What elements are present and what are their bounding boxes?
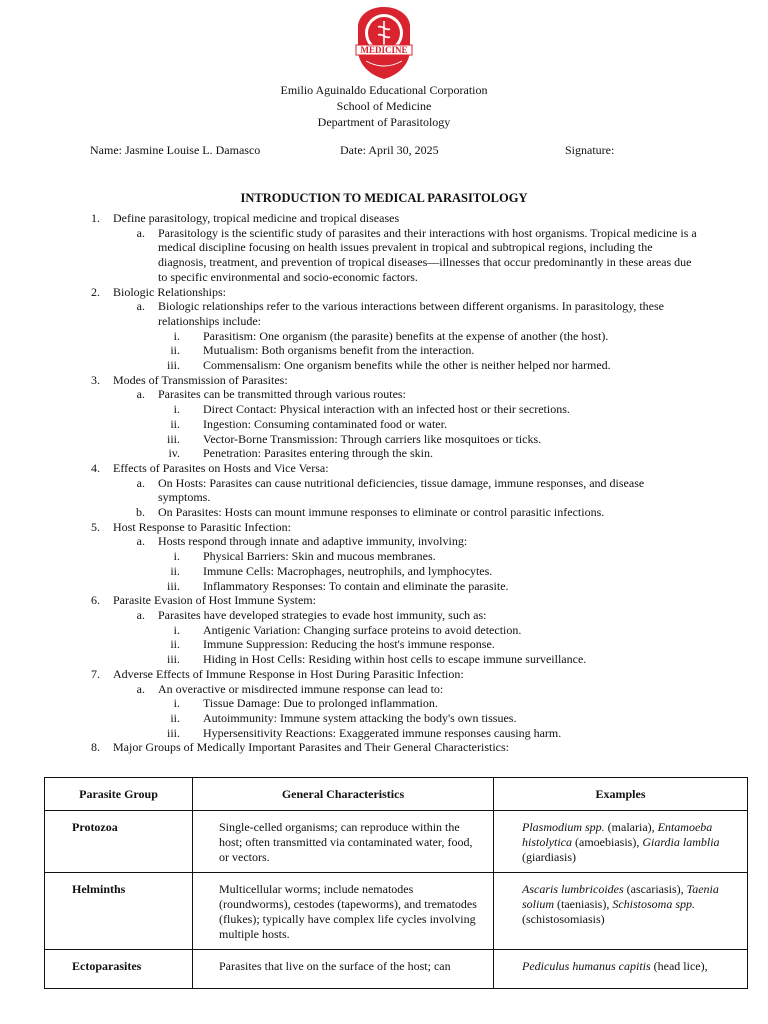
- document-title: INTRODUCTION TO MEDICAL PARASITOLOGY: [240, 191, 528, 205]
- outline-item-number: a.: [136, 475, 145, 490]
- table-row: [45, 873, 748, 950]
- outline-item-number: i.: [173, 328, 180, 343]
- outline-item: [0, 461, 768, 476]
- outline-item-text: Biologic relationships refer to the various interactions between different organisms. In parasitology, these relationships include:: [158, 299, 664, 328]
- outline-item-number: ii.: [170, 416, 180, 431]
- table-row: [45, 811, 748, 873]
- outline-item-number: a.: [136, 387, 145, 402]
- outline-item: [0, 329, 768, 344]
- species-name: Schistosoma spp.: [612, 897, 695, 911]
- cell-examples: [494, 811, 748, 873]
- outline-item-text: Commensalism: One organism benefits while the other is neither helped nor harmed.: [203, 358, 611, 373]
- outline-item-number: iii.: [166, 358, 180, 373]
- outline-item-number: b.: [136, 505, 145, 520]
- header-line-3: Department of Parasitology: [317, 115, 451, 129]
- student-name: Name: Jasmine Louise L. Damasco: [90, 143, 261, 157]
- cell-parasite-group: Protozoa: [45, 811, 193, 873]
- outline-item: [0, 373, 768, 388]
- outline-item-text: Adverse Effects of Immune Response in Host During Parasitic Infection:: [113, 666, 464, 681]
- outline-item: [0, 299, 768, 328]
- outline-item-text: Ingestion: Consuming contaminated food or water.: [203, 416, 447, 431]
- example-text: (head lice),: [650, 959, 708, 973]
- outline-item-text: On Hosts: Parasites can cause nutritional deficiencies, tissue damage, immune responses, and disease symptoms.: [158, 475, 645, 505]
- outline-item-text: Tissue Damage: Due to prolonged inflammation.: [203, 696, 438, 711]
- outline-item-number: i.: [173, 549, 180, 564]
- outline-item-text: Hiding in Host Cells: Residing within host cells to escape immune surveillance.: [203, 652, 587, 667]
- outline-item: [0, 623, 768, 638]
- outline-item-number: ii.: [170, 637, 180, 652]
- outline-item: [0, 417, 768, 432]
- outline-item-text: Vector-Borne Transmission: Through carriers like mosquitoes or ticks.: [203, 431, 542, 446]
- outline-item-number: a.: [136, 534, 145, 549]
- outline-item-number: a.: [136, 607, 145, 622]
- outline-item-text: Parasite Evasion of Host Immune System:: [113, 593, 316, 608]
- species-name: Giardia lamblia: [642, 835, 720, 849]
- outline-item-number: 8.: [91, 740, 100, 755]
- outline-item: [0, 652, 768, 667]
- outline-item-number: i.: [173, 696, 180, 711]
- outline-item-number: iii.: [166, 725, 180, 740]
- outline-item-number: 6.: [91, 593, 100, 608]
- outline-item-text: Modes of Transmission of Parasites:: [113, 372, 288, 387]
- species-name: Pediculus humanus capitis: [522, 959, 651, 973]
- outline-item: [0, 402, 768, 417]
- outline-item: [0, 226, 768, 285]
- outline-item: [0, 593, 768, 608]
- outline-item-number: iv.: [168, 446, 180, 461]
- cell-parasite-group: Helminths: [45, 873, 193, 950]
- cell-characteristics: Single-celled organisms; can reproduce within the host; often transmitted via contaminated water, food, or vectors.: [193, 811, 494, 873]
- outline-item-number: ii.: [170, 710, 180, 725]
- outline-item-text: Parasitology is the scientific study of parasites and their interactions with host organisms. Tropical medicine is a medical discipline focusing on health issues prevalent in tropical and subtropical regions, including the diagnosis, treatment, and prevention of tropical diseases—illnesses that occur predominantly in these areas due to specific environmental and socio-economic factors.: [158, 225, 697, 284]
- outline-item: [0, 432, 768, 447]
- outline-item-text: Hypersensitivity Reactions: Exaggerated immune responses causing harm.: [203, 725, 562, 740]
- outline-item-text: Hosts respond through innate and adaptive immunity, involving:: [158, 534, 468, 549]
- example-text: (giardiasis): [522, 850, 576, 864]
- outline-item: [0, 446, 768, 461]
- outline-item-number: 3.: [91, 372, 100, 387]
- numbered-outline: [0, 211, 768, 755]
- outline-item-number: 7.: [91, 666, 100, 681]
- outline-item-text: Autoimmunity: Immune system attacking the body's own tissues.: [203, 710, 517, 725]
- example-text: (ascariasis),: [623, 882, 687, 896]
- outline-item-text: Parasitism: One organism (the parasite) benefits at the expense of another (the host).: [203, 328, 609, 343]
- outline-item: [0, 579, 768, 594]
- outline-item-text: Physical Barriers: Skin and mucous membranes.: [203, 549, 436, 564]
- outline-item-number: ii.: [170, 563, 180, 578]
- outline-item-text: An overactive or misdirected immune response can lead to:: [158, 681, 444, 696]
- outline-item: [0, 637, 768, 652]
- example-text: (schistosomiasis): [522, 912, 605, 926]
- outline-item: [0, 682, 768, 697]
- outline-item-text: Mutualism: Both organisms benefit from the interaction.: [203, 343, 475, 358]
- outline-item: [0, 476, 768, 505]
- outline-item: [0, 711, 768, 726]
- header-line-1: Emilio Aguinaldo Educational Corporation: [280, 83, 488, 97]
- outline-item-number: iii.: [166, 578, 180, 593]
- col-header-group: Parasite Group: [45, 778, 193, 811]
- outline-item: [0, 211, 768, 226]
- outline-item-text: Penetration: Parasites entering through the skin.: [203, 446, 433, 461]
- outline-item-text: Parasites have developed strategies to evade host immunity, such as:: [158, 607, 487, 622]
- outline-item-number: a.: [136, 681, 145, 696]
- cell-examples: [494, 950, 748, 989]
- outline-item-number: iii.: [166, 431, 180, 446]
- outline-item-number: iii.: [166, 652, 180, 667]
- outline-item-number: ii.: [170, 343, 180, 358]
- outline-item-number: a.: [136, 299, 145, 314]
- outline-item-number: 1.: [91, 211, 100, 225]
- outline-item-number: i.: [173, 622, 180, 637]
- outline-item-text: Effects of Parasites on Hosts and Vice Versa:: [113, 460, 329, 475]
- outline-item-text: Inflammatory Responses: To contain and eliminate the parasite.: [203, 578, 509, 593]
- cell-parasite-group: Ectoparasites: [45, 950, 193, 989]
- svg-text:MEDICINE: MEDICINE: [360, 45, 408, 55]
- header-line-2: School of Medicine: [336, 99, 432, 113]
- outline-item-text: Immune Suppression: Reducing the host's immune response.: [203, 637, 495, 652]
- example-text: (malaria),: [604, 820, 658, 834]
- outline-item-number: a.: [136, 225, 145, 240]
- table-row: [45, 950, 748, 989]
- outline-item: [0, 667, 768, 682]
- outline-item-text: Parasites can be transmitted through various routes:: [158, 387, 406, 402]
- date-field: Date: April 30, 2025: [340, 143, 439, 157]
- outline-item-text: Major Groups of Medically Important Parasites and Their General Characteristics:: [113, 740, 509, 755]
- outline-item-text: Direct Contact: Physical interaction with an infected host or their secretions.: [203, 402, 570, 417]
- outline-item-text: Host Response to Parasitic Infection:: [113, 519, 291, 534]
- institution-header: [0, 82, 768, 130]
- outline-item: [0, 343, 768, 358]
- col-header-examples: Examples: [494, 778, 748, 811]
- outline-item-text: Antigenic Variation: Changing surface proteins to avoid detection.: [203, 622, 522, 637]
- outline-item: [0, 505, 768, 520]
- signature-field: Signature:: [565, 143, 615, 157]
- outline-item-text: Define parasitology, tropical medicine and tropical diseases: [113, 211, 400, 225]
- outline-item-text: Biologic Relationships:: [113, 284, 226, 299]
- species-name: Ascaris lumbricoides: [522, 882, 624, 896]
- species-name: Plasmodium spp.: [522, 820, 605, 834]
- outline-item: [0, 608, 768, 623]
- cell-characteristics: Multicellular worms; include nematodes (roundworms), cestodes (tapeworms), and trematodes (flukes); typically have complex life cycles involving multiple hosts.: [193, 873, 494, 950]
- outline-item: [0, 358, 768, 373]
- outline-item: [0, 564, 768, 579]
- outline-item: [0, 520, 768, 535]
- medicine-seal-logo: [352, 5, 416, 81]
- outline-item-text: On Parasites: Hosts can mount immune responses to eliminate or control parasitic infections.: [158, 505, 605, 520]
- outline-item: [0, 534, 768, 549]
- col-header-characteristics: General Characteristics: [193, 778, 494, 811]
- parasite-groups-table: [44, 777, 748, 989]
- outline-item-number: 5.: [91, 519, 100, 534]
- species-name: Taenia solium: [522, 882, 719, 911]
- table-header-row: [45, 778, 748, 811]
- outline-item: [0, 696, 768, 711]
- outline-item: [0, 549, 768, 564]
- outline-item: [0, 387, 768, 402]
- example-text: (taeniasis),: [554, 897, 613, 911]
- cell-characteristics: Parasites that live on the surface of the host; can: [193, 950, 494, 989]
- outline-item: [0, 285, 768, 300]
- outline-item: [0, 740, 768, 755]
- outline-item-number: i.: [173, 402, 180, 417]
- cell-examples: [494, 873, 748, 950]
- example-text: (amoebiasis),: [572, 835, 643, 849]
- species-name: Entamoeba histolytica: [522, 820, 713, 849]
- outline-item-number: 2.: [91, 284, 100, 299]
- outline-item-text: Immune Cells: Macrophages, neutrophils, and lymphocytes.: [203, 563, 493, 578]
- outline-item: [0, 726, 768, 741]
- outline-item-number: 4.: [91, 460, 100, 475]
